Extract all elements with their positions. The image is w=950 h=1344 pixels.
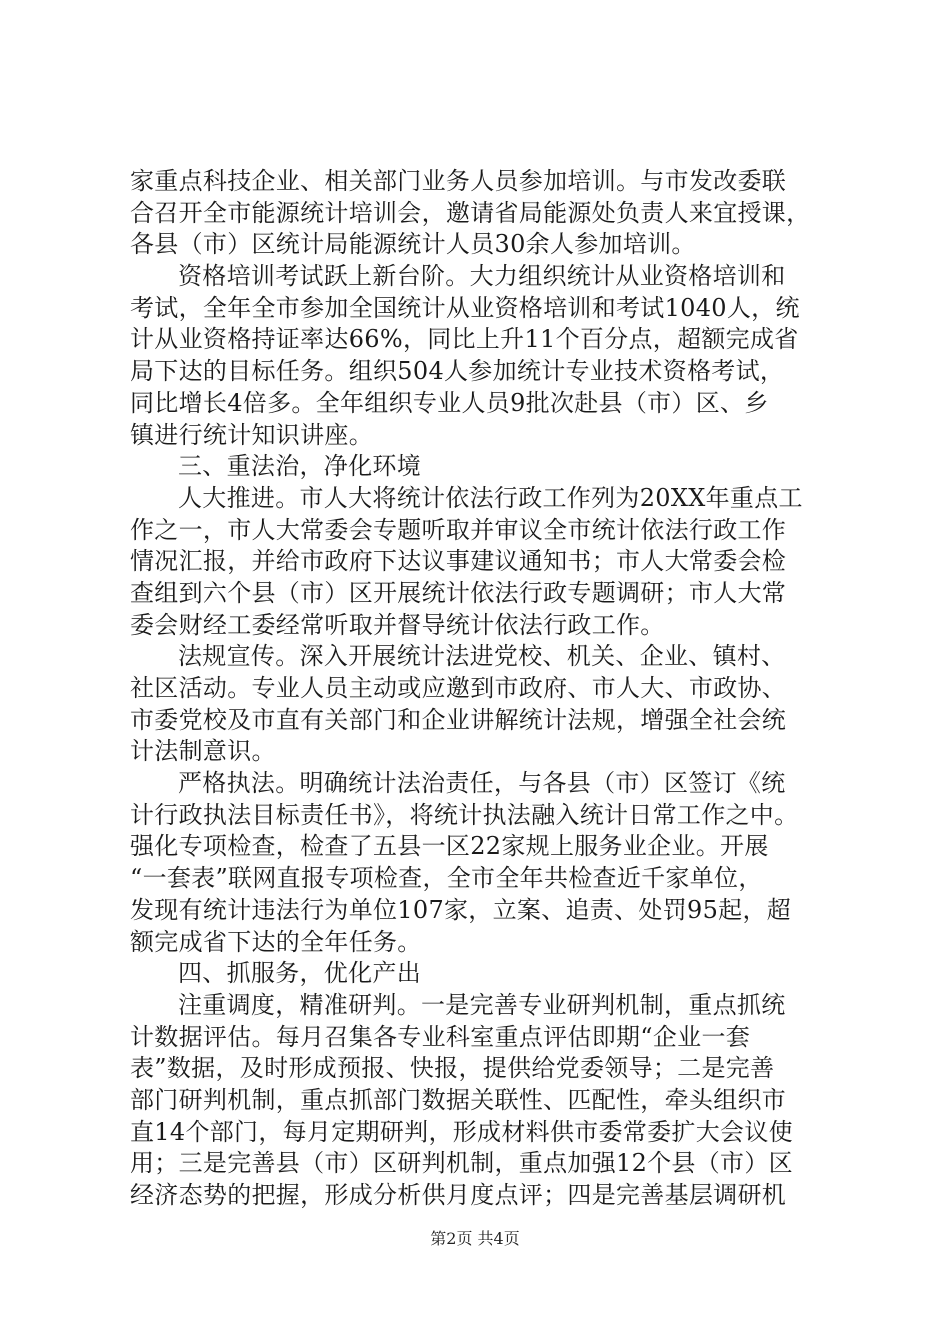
text-line: 查组到六个县（市）区开展统计依法行政专题调研；市人大常 [130,578,787,607]
text-line: 法规宣传。深入开展统计法进党校、机关、企业、镇村、 [178,642,786,671]
text-line: 社区活动。专业人员主动或应邀到市政府、市人大、市政协、 [130,674,787,702]
text-line: 三、重法治，净化环境 [178,452,421,481]
text-line: 发现有统计违法行为单位107家，立案、追责、处罚95起，超 [130,895,792,924]
text-line: 市委党校及市直有关部门和企业讲解统计法规，增强全社会统 [130,705,787,734]
text-line: 经济态势的把握，形成分析供月度点评；四是完善基层调研机 [130,1181,787,1209]
text-line: 四、抓服务，优化产出 [178,959,421,988]
text-line: 合召开全市能源统计培训会，邀请省局能源处负责人来宜授课， [130,198,811,227]
text-line: 局下达的目标任务。组织504人参加统计专业技术资格考试， [130,357,785,386]
text-line: 严格执法。明确统计法治责任，与各县（市）区签订《统 [178,769,786,798]
text-line: 情况汇报，并给市政府下达议事建议通知书；市人大常委会检 [130,547,787,576]
text-line: “一套表”联网直报专项检查，全市全年共检查近千家单位， [130,864,763,893]
text-line: 镇进行统计知识讲座。 [130,420,373,449]
text-line: 各县（市）区统计局能源统计人员30余人参加培训。 [130,230,696,259]
text-line: 考试，全年全市参加全国统计从业资格培训和考试1040人，统 [130,293,800,322]
text-line: 计行政执法目标责任书》，将统计执法融入统计日常工作之中。 [130,800,799,829]
text-line: 同比增长4倍多。全年组织专业人员9批次赴县（市）区、乡 [130,388,769,417]
text-line: 直14个部门，每月定期研判，形成材料供市委常委扩大会议使 [130,1117,793,1146]
text-line: 计法制意识。 [130,737,276,766]
text-line: 计数据评估。每月召集各专业科室重点评估即期“企业一套 [130,1022,751,1051]
text-line: 注重调度，精准研判。一是完善专业研判机制，重点抓统 [178,990,786,1019]
text-line: 表”数据，及时形成预报、快报，提供给党委领导；二是完善 [130,1054,775,1083]
text-line: 计从业资格持证率达66%，同比上升11个百分点，超额完成省 [130,325,799,354]
text-line: 委会财经工委经常听取并督导统计依法行政工作。 [130,610,665,639]
text-line: 人大推进。市人大将统计依法行政工作列为20XX年重点工 [178,483,803,512]
text-line: 家重点科技企业、相关部门业务人员参加培训。与市发改委联 [130,167,787,195]
text-line: 资格培训考试跃上新台阶。大力组织统计从业资格培训和 [178,262,786,291]
text-line: 用；三是完善县（市）区研判机制，重点加强12个县（市）区 [130,1149,793,1178]
page-footer: 第2页 共4页 [430,1229,520,1248]
text-line: 部门研判机制，重点抓部门数据关联性、匹配性，牵头组织市 [130,1085,787,1114]
text-line: 额完成省下达的全年任务。 [130,927,422,956]
text-line: 强化专项检查，检查了五县一区22家规上服务业企业。开展 [130,832,769,861]
text-line: 作之一，市人大常委会专题听取并审议全市统计依法行政工作 [130,515,787,544]
document-body [130,166,830,1212]
